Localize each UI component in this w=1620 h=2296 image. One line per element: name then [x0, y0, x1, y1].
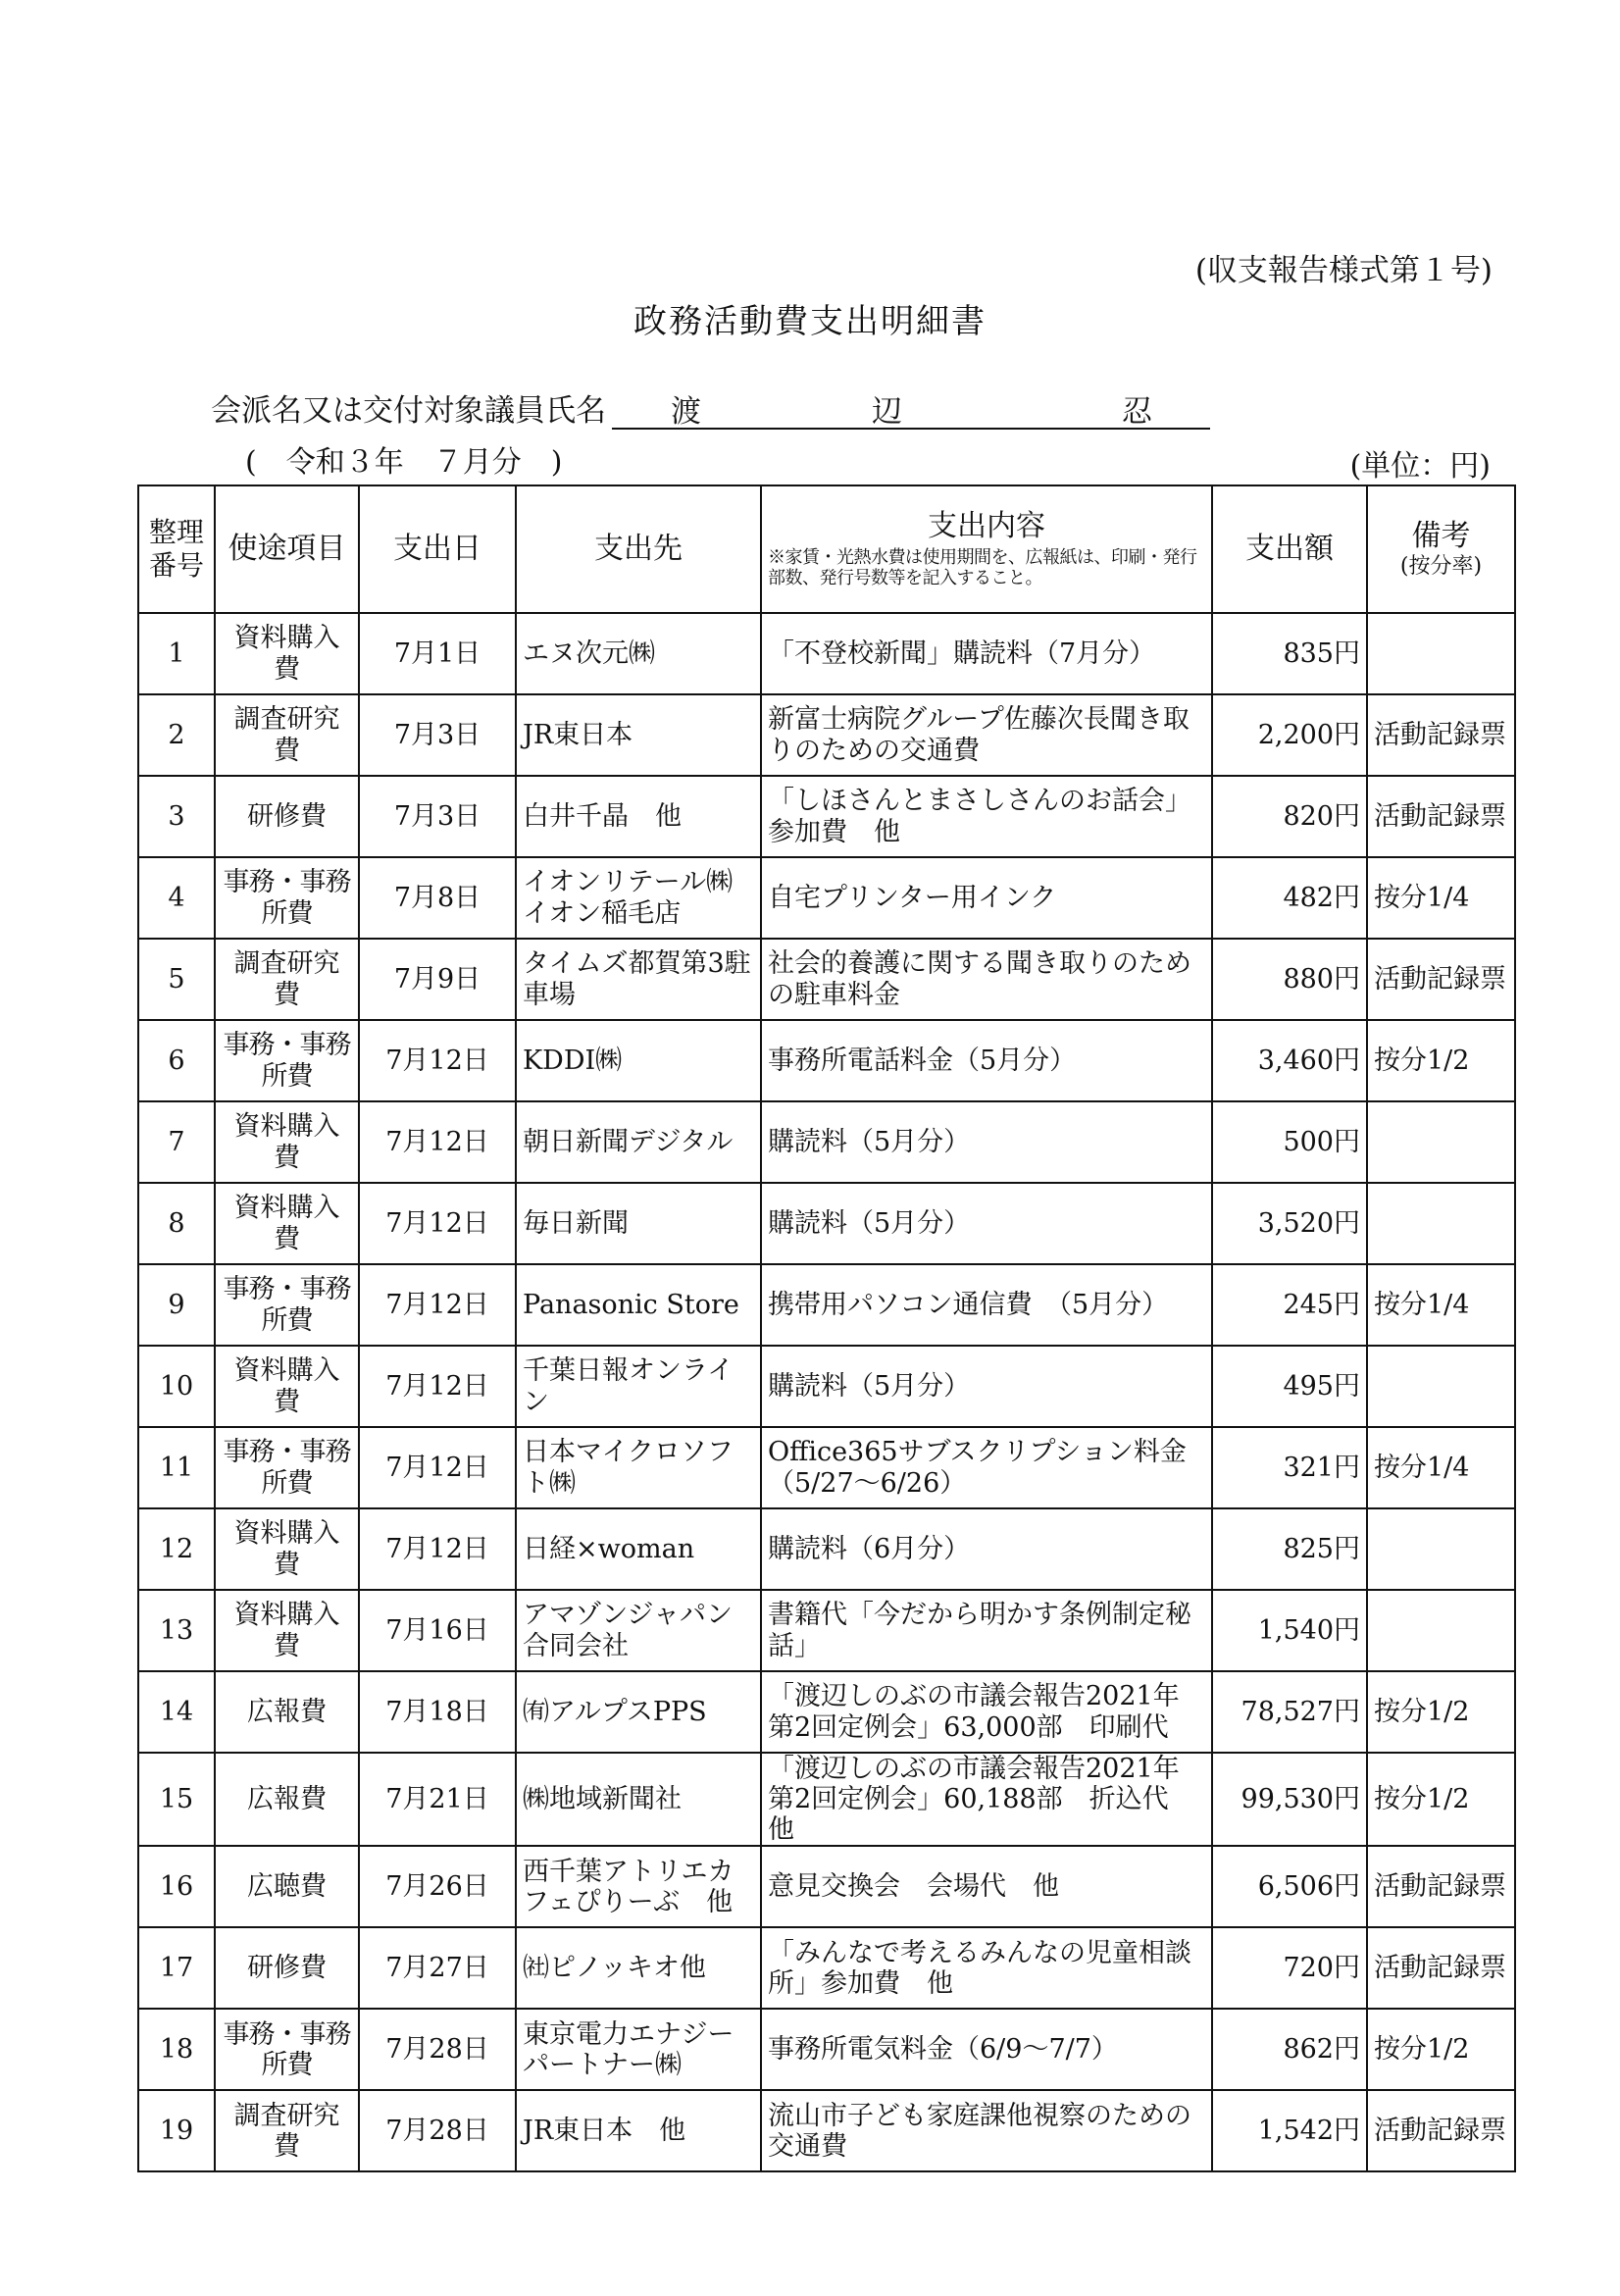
cell-date: 7月3日	[359, 694, 516, 776]
cell-remarks	[1367, 613, 1515, 694]
cell-payee: タイムズ都賀第3駐車場	[516, 939, 761, 1020]
table-row	[138, 1427, 1515, 1508]
cell-category: 事務・事務所費	[215, 1427, 359, 1508]
cell-category: 事務・事務所費	[215, 1264, 359, 1346]
table-row	[138, 613, 1515, 694]
cell-remarks	[1367, 1590, 1515, 1671]
cell-content: 新富士病院グループ佐藤次長聞き取りのための交通費	[761, 694, 1212, 776]
cell-remarks	[1367, 1183, 1515, 1264]
member-line	[211, 385, 1210, 430]
cell-date: 7月28日	[359, 2009, 516, 2090]
header-remarks	[1367, 485, 1515, 613]
cell-content: 「不登校新聞」購読料（7月分）	[761, 613, 1212, 694]
cell-no: 18	[138, 2009, 215, 2090]
cell-remarks: 按分1/2	[1367, 1671, 1515, 1753]
cell-remarks: 活動記録票	[1367, 939, 1515, 1020]
report-period: ( 令和３年 ７月分 )	[245, 445, 563, 480]
cell-amount: 482円	[1212, 857, 1367, 939]
cell-no: 12	[138, 1508, 215, 1590]
cell-no: 14	[138, 1671, 215, 1753]
cell-no: 16	[138, 1846, 215, 1927]
cell-amount: 3,520円	[1212, 1183, 1367, 1264]
cell-date: 7月9日	[359, 939, 516, 1020]
cell-no: 1	[138, 613, 215, 694]
cell-no: 11	[138, 1427, 215, 1508]
cell-date: 7月12日	[359, 1346, 516, 1427]
table-row	[138, 694, 1515, 776]
table-row	[138, 1927, 1515, 2009]
table-row	[138, 1671, 1515, 1753]
unit-label: (単位：円)	[1349, 449, 1491, 484]
cell-category: 研修費	[215, 776, 359, 857]
cell-content: 「しほさんとまさしさんのお話会」参加費 他	[761, 776, 1212, 857]
cell-remarks: 活動記録票	[1367, 1927, 1515, 2009]
cell-date: 7月12日	[359, 1020, 516, 1101]
cell-content: 購読料（5月分）	[761, 1346, 1212, 1427]
cell-content: 購読料（5月分）	[761, 1101, 1212, 1183]
header-content-note: ※家賃・光熱水費は使用期間を、広報紙は、印刷・発行部数、発行号数等を記入すること。	[768, 547, 1197, 588]
cell-category: 資料購入費	[215, 1101, 359, 1183]
cell-category: 資料購入費	[215, 1346, 359, 1427]
cell-category: 調査研究費	[215, 2090, 359, 2171]
cell-content: 書籍代「今だから明かす条例制定秘話」	[761, 1590, 1212, 1671]
cell-remarks	[1367, 1508, 1515, 1590]
member-name-char: 渡	[671, 394, 701, 430]
cell-remarks	[1367, 1101, 1515, 1183]
cell-payee: イオンリテール㈱イオン稲毛店	[516, 857, 761, 939]
cell-amount: 6,506円	[1212, 1846, 1367, 1927]
cell-amount: 835円	[1212, 613, 1367, 694]
cell-category: 広報費	[215, 1753, 359, 1846]
cell-remarks: 活動記録票	[1367, 694, 1515, 776]
cell-content: 購読料（5月分）	[761, 1183, 1212, 1264]
cell-payee: エヌ次元㈱	[516, 613, 761, 694]
cell-payee: 西千葉アトリエカフェぴりーぶ 他	[516, 1846, 761, 1927]
cell-date: 7月18日	[359, 1671, 516, 1753]
cell-payee: JR東日本	[516, 694, 761, 776]
cell-amount: 1,542円	[1212, 2090, 1367, 2171]
member-label: 会派名又は交付対象議員氏名	[211, 393, 606, 429]
cell-payee: ㈲アルプスPPS	[516, 1671, 761, 1753]
table-row	[138, 2090, 1515, 2171]
cell-no: 7	[138, 1101, 215, 1183]
header-payee: 支出先	[516, 485, 761, 613]
cell-amount: 880円	[1212, 939, 1367, 1020]
cell-payee: 東京電力エナジーパートナー㈱	[516, 2009, 761, 2090]
cell-remarks: 活動記録票	[1367, 1846, 1515, 1927]
cell-content: 購読料（6月分）	[761, 1508, 1212, 1590]
cell-remarks: 活動記録票	[1367, 2090, 1515, 2171]
cell-category: 資料購入費	[215, 1508, 359, 1590]
member-name	[612, 388, 1210, 430]
header-category: 使途項目	[215, 485, 359, 613]
cell-category: 資料購入費	[215, 613, 359, 694]
cell-remarks: 按分1/4	[1367, 1264, 1515, 1346]
cell-no: 3	[138, 776, 215, 857]
table-row	[138, 939, 1515, 1020]
cell-content: 事務所電話料金（5月分）	[761, 1020, 1212, 1101]
cell-date: 7月3日	[359, 776, 516, 857]
cell-category: 資料購入費	[215, 1590, 359, 1671]
cell-no: 10	[138, 1346, 215, 1427]
header-content	[761, 485, 1212, 613]
cell-content: 「渡辺しのぶの市議会報告2021年第2回定例会」60,188部 折込代 他	[761, 1753, 1212, 1846]
cell-no: 15	[138, 1753, 215, 1846]
form-number: (収支報告様式第１号)	[1194, 253, 1493, 288]
cell-amount: 99,530円	[1212, 1753, 1367, 1846]
table-row	[138, 1101, 1515, 1183]
cell-payee: 日経×woman	[516, 1508, 761, 1590]
cell-amount: 862円	[1212, 2009, 1367, 2090]
cell-category: 事務・事務所費	[215, 857, 359, 939]
cell-amount: 245円	[1212, 1264, 1367, 1346]
table-row	[138, 1846, 1515, 1927]
cell-remarks: 按分1/2	[1367, 1020, 1515, 1101]
cell-category: 研修費	[215, 1927, 359, 2009]
cell-date: 7月12日	[359, 1264, 516, 1346]
cell-payee: JR東日本 他	[516, 2090, 761, 2171]
cell-payee: 朝日新聞デジタル	[516, 1101, 761, 1183]
table-row	[138, 1508, 1515, 1590]
cell-amount: 500円	[1212, 1101, 1367, 1183]
cell-amount: 78,527円	[1212, 1671, 1367, 1753]
header-row	[138, 485, 1515, 613]
cell-payee: 千葉日報オンライン	[516, 1346, 761, 1427]
cell-category: 事務・事務所費	[215, 1020, 359, 1101]
table-row	[138, 776, 1515, 857]
cell-category: 広聴費	[215, 1846, 359, 1927]
cell-category: 事務・事務所費	[215, 2009, 359, 2090]
cell-date: 7月26日	[359, 1846, 516, 1927]
table-row	[138, 1020, 1515, 1101]
table-row	[138, 1183, 1515, 1264]
cell-content: 流山市子ども家庭課他視察のための交通費	[761, 2090, 1212, 2171]
cell-payee: 日本マイクロソフト㈱	[516, 1427, 761, 1508]
cell-amount: 720円	[1212, 1927, 1367, 2009]
cell-category: 資料購入費	[215, 1183, 359, 1264]
cell-content: 意見交換会 会場代 他	[761, 1846, 1212, 1927]
cell-date: 7月12日	[359, 1101, 516, 1183]
cell-amount: 1,540円	[1212, 1590, 1367, 1671]
table-row	[138, 1753, 1515, 1846]
document-title: 政務活動費支出明細書	[633, 302, 987, 341]
cell-content: 「渡辺しのぶの市議会報告2021年第2回定例会」63,000部 印刷代	[761, 1671, 1212, 1753]
cell-payee: Panasonic Store	[516, 1264, 761, 1346]
cell-content: 社会的養護に関する聞き取りのための駐車料金	[761, 939, 1212, 1020]
cell-no: 19	[138, 2090, 215, 2171]
cell-no: 9	[138, 1264, 215, 1346]
cell-date: 7月12日	[359, 1508, 516, 1590]
cell-no: 17	[138, 1927, 215, 2009]
cell-payee: 毎日新聞	[516, 1183, 761, 1264]
cell-date: 7月1日	[359, 613, 516, 694]
cell-payee: ㈱地域新聞社	[516, 1753, 761, 1846]
table-row	[138, 1590, 1515, 1671]
cell-remarks: 按分1/4	[1367, 1427, 1515, 1508]
member-name-char: 忍	[1122, 394, 1152, 430]
cell-date: 7月28日	[359, 2090, 516, 2171]
cell-date: 7月12日	[359, 1183, 516, 1264]
header-date: 支出日	[359, 485, 516, 613]
header-content-label: 支出内容	[928, 509, 1045, 544]
cell-content: 事務所電気料金（6/9～7/7）	[761, 2009, 1212, 2090]
cell-content: 自宅プリンター用インク	[761, 857, 1212, 939]
cell-amount: 820円	[1212, 776, 1367, 857]
cell-no: 5	[138, 939, 215, 1020]
cell-amount: 321円	[1212, 1427, 1367, 1508]
cell-payee: ㈳ピノッキオ他	[516, 1927, 761, 2009]
cell-amount: 2,200円	[1212, 694, 1367, 776]
cell-date: 7月27日	[359, 1927, 516, 2009]
cell-category: 広報費	[215, 1671, 359, 1753]
header-remarks-label: 備考	[1411, 518, 1471, 553]
cell-remarks: 按分1/4	[1367, 857, 1515, 939]
table-row	[138, 857, 1515, 939]
cell-amount: 3,460円	[1212, 1020, 1367, 1101]
expense-table	[137, 485, 1516, 2172]
cell-no: 13	[138, 1590, 215, 1671]
cell-date: 7月21日	[359, 1753, 516, 1846]
cell-content: Office365サブスクリプション料金（5/27～6/26）	[761, 1427, 1212, 1508]
cell-category: 調査研究費	[215, 939, 359, 1020]
cell-no: 2	[138, 694, 215, 776]
cell-remarks: 按分1/2	[1367, 2009, 1515, 2090]
header-remarks-sub: (按分率)	[1399, 553, 1483, 579]
cell-content: 携帯用パソコン通信費 （5月分）	[761, 1264, 1212, 1346]
cell-category: 調査研究費	[215, 694, 359, 776]
cell-remarks: 活動記録票	[1367, 776, 1515, 857]
cell-date: 7月16日	[359, 1590, 516, 1671]
table-row	[138, 2009, 1515, 2090]
header-no: 整理番号	[138, 485, 215, 613]
member-name-char: 辺	[872, 394, 902, 430]
table-row	[138, 1264, 1515, 1346]
cell-payee: 白井千晶 他	[516, 776, 761, 857]
cell-remarks	[1367, 1346, 1515, 1427]
cell-amount: 495円	[1212, 1346, 1367, 1427]
cell-remarks: 按分1/2	[1367, 1753, 1515, 1846]
header-amount: 支出額	[1212, 485, 1367, 613]
cell-payee: アマゾンジャパン合同会社	[516, 1590, 761, 1671]
cell-content: 「みんなで考えるみんなの児童相談所」参加費 他	[761, 1927, 1212, 2009]
cell-payee: KDDI㈱	[516, 1020, 761, 1101]
cell-no: 8	[138, 1183, 215, 1264]
cell-date: 7月12日	[359, 1427, 516, 1508]
cell-no: 4	[138, 857, 215, 939]
cell-amount: 825円	[1212, 1508, 1367, 1590]
table-row	[138, 1346, 1515, 1427]
cell-no: 6	[138, 1020, 215, 1101]
cell-date: 7月8日	[359, 857, 516, 939]
